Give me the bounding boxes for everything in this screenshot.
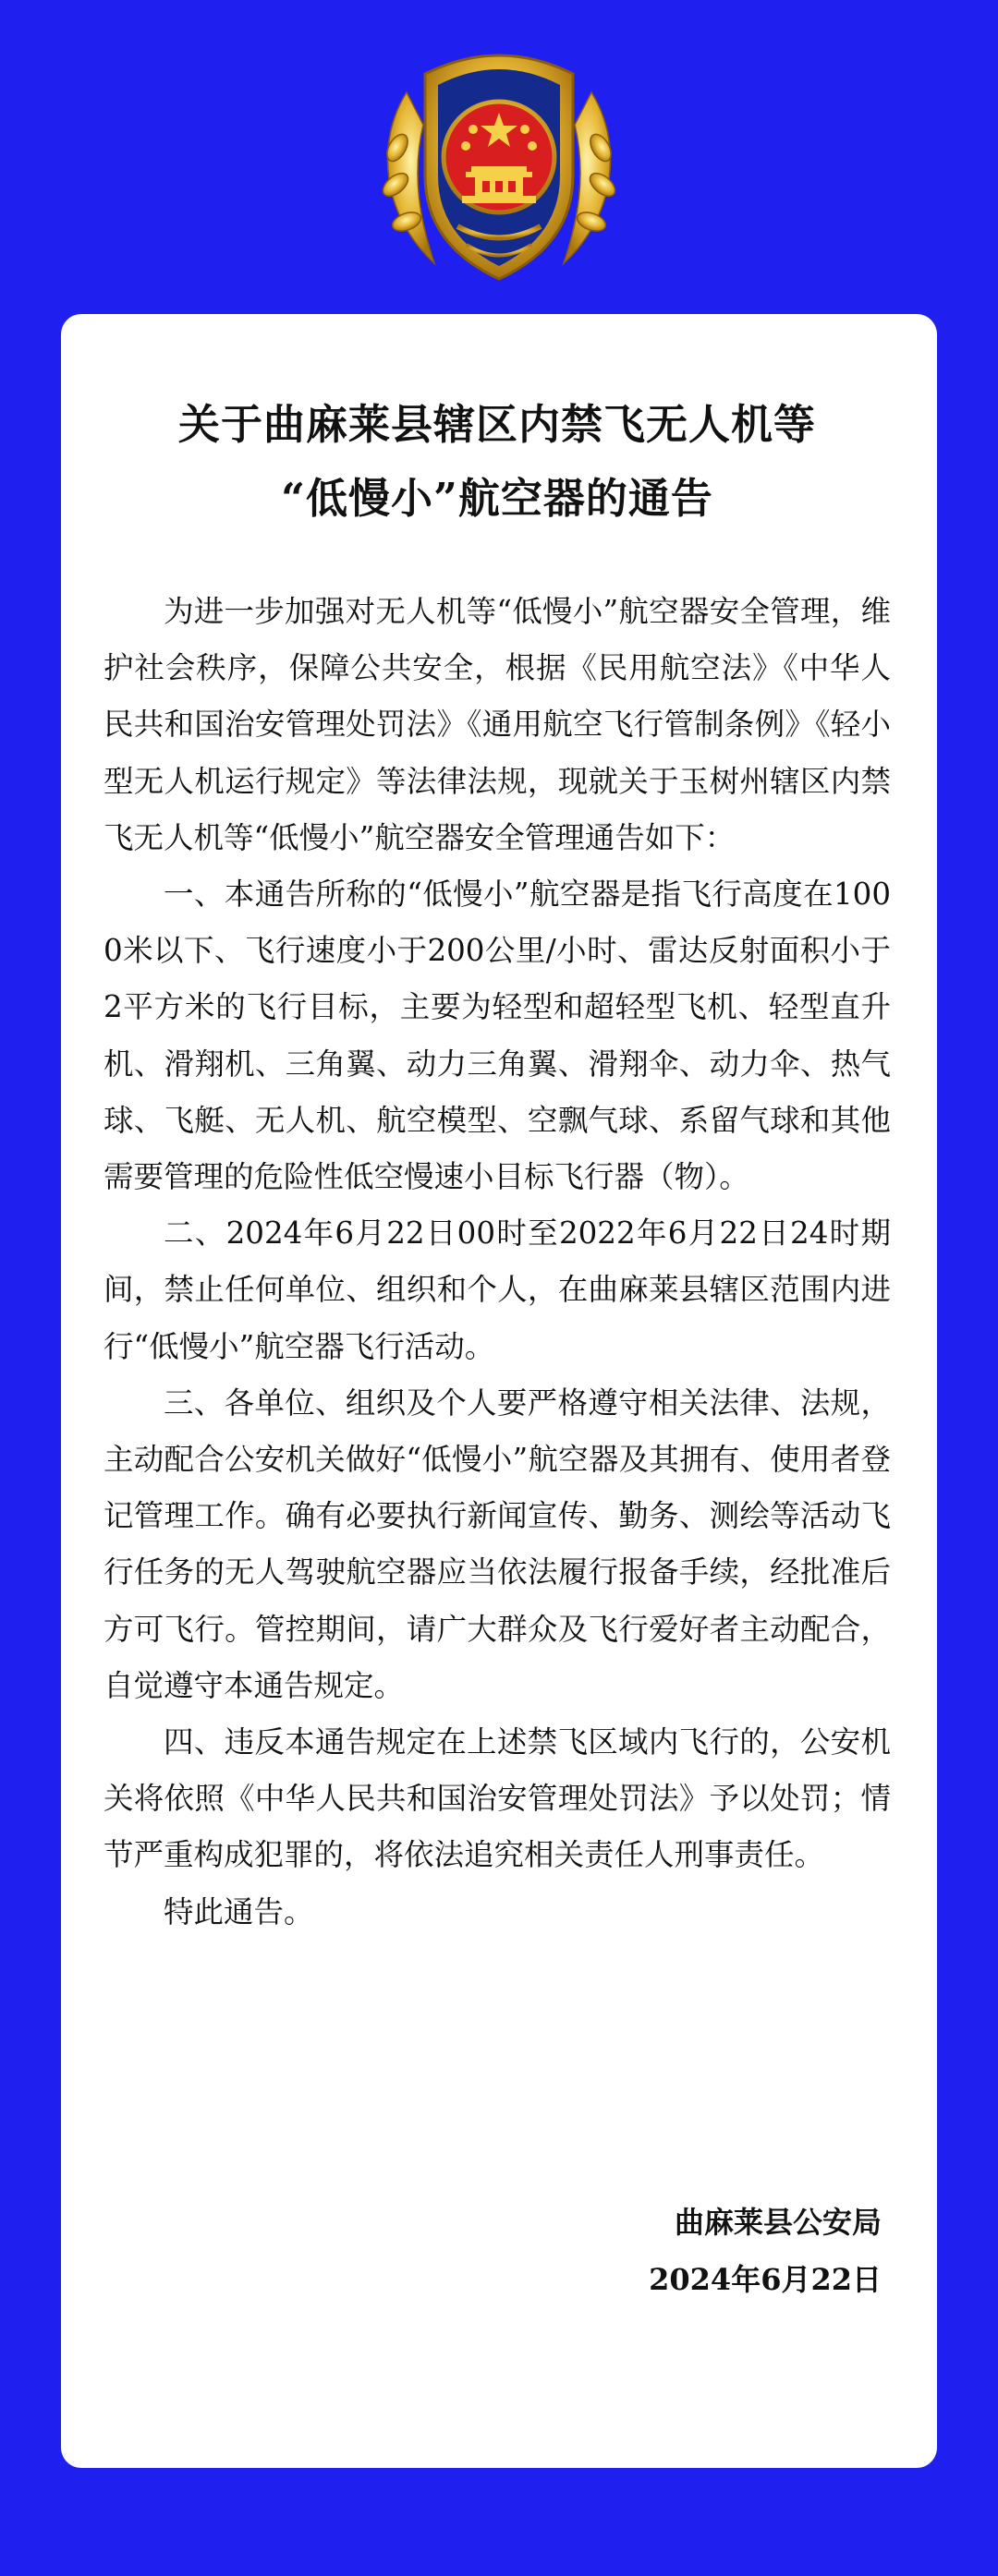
issue-date: 2024年6月22日	[649, 2262, 882, 2297]
notice-paragraph-2: 二、2024年6月22日00时至2022年6月22日24时期间，禁止任何单位、组织和个人，在曲麻莱县辖区范围内进行“低慢小”航空器飞行活动。	[103, 1215, 891, 1364]
notice-title-line-1: 关于曲麻莱县辖区内禁飞无人机等	[177, 400, 816, 449]
police-emblem-icon	[370, 37, 628, 305]
notice-title-line-2: “低慢小”航空器的通告	[281, 474, 713, 523]
notice-signoff	[649, 2194, 882, 2308]
notice-paragraph-1: 一、本通告所称的“低慢小”航空器是指飞行高度在1000米以下、飞行速度小于200公里/小时、雷达反射面积小于2平方米的飞行目标，主要为轻型和超轻型飞机、轻型直升机、滑翔机、三角翼、动力三角翼、滑翔伞、动力伞、热气球、飞艇、无人机、航空模型、空飘气球、系留气球和其他需要管理的危险性低空慢速小目标飞行器（物）。	[103, 877, 891, 1195]
notice-paragraph-4: 四、违反本通告规定在上述禁飞区域内飞行的，公安机关将依照《中华人民共和国治安管理处罚法》予以处罚；情节严重构成犯罪的，将依法追究相关责任人刑事责任。	[103, 1724, 891, 1873]
notice-paragraph-intro: 为进一步加强对无人机等“低慢小”航空器安全管理，维护社会秩序，保障公共安全，根据《民用航空法》《中华人民共和国治安管理处罚法》《通用航空飞行管制条例》《轻小型无人机运行规定》等法律法规，现就关于玉树州辖区内禁飞无人机等“低慢小”航空器安全管理通告如下：	[103, 594, 891, 855]
notice-paragraph-3: 三、各单位、组织及个人要严格遵守相关法律、法规，主动配合公安机关做好“低慢小”航空器及其拥有、使用者登记管理工作。确有必要执行新闻宣传、勤务、测绘等活动飞行任务的无人驾驶航空器应当依法履行报备手续，经批准后方可飞行。管控期间，请广大群众及飞行爱好者主动配合，自觉遵守本通告规定。	[103, 1385, 891, 1703]
notice-body	[103, 584, 891, 1941]
notice-card	[61, 314, 937, 2468]
notice-closing: 特此通告。	[164, 1893, 314, 1929]
issuer-name: 曲麻莱县公安局	[674, 2205, 882, 2240]
notice-title	[103, 388, 891, 536]
